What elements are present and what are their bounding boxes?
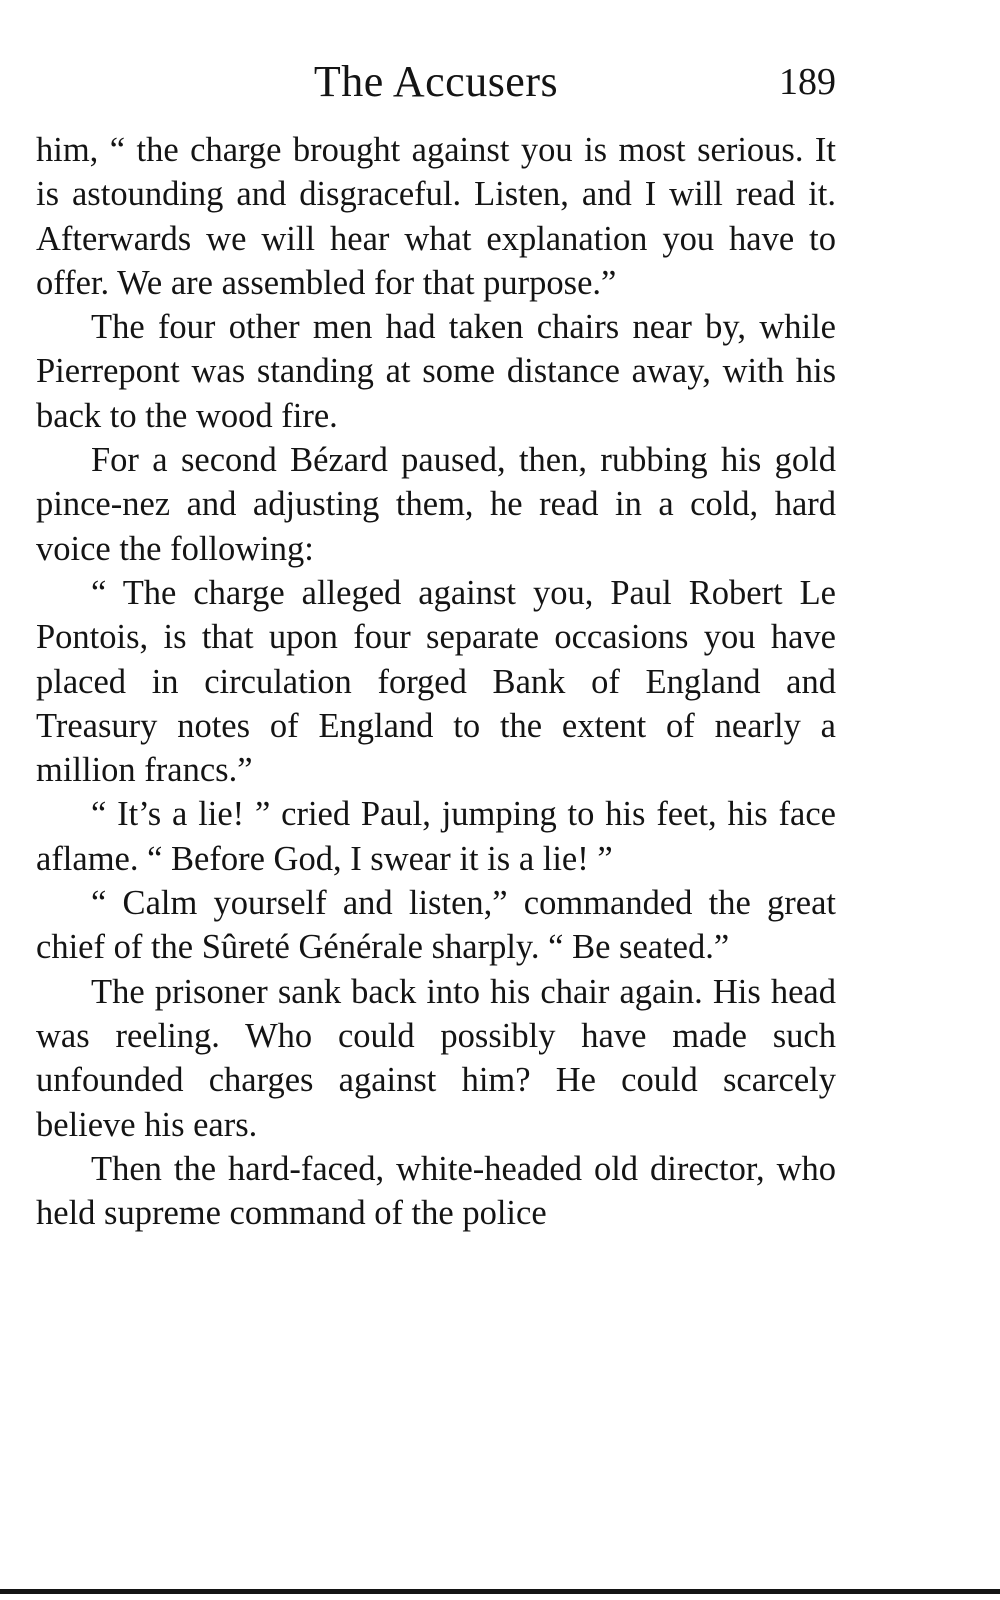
paragraph: “ It’s a lie! ” cried Paul, jumping to his feet, his face aflame. “ Before God, I swear it is a lie! ” — [36, 795, 836, 878]
paragraph: him, “ the charge brought against you is most serious. It is astounding and disgraceful. Listen, and I will read it. Afterwards we will hear what explanation you have to offer. We are assembled for that purpose.” — [36, 131, 836, 302]
running-title: The Accusers — [313, 57, 559, 106]
body-text — [36, 128, 836, 1235]
paragraph: Then the hard-faced, white-headed old director, who held supreme command of the police — [36, 1149, 836, 1233]
paragraph: “ Calm yourself and listen,” commanded the great chief of the Sûreté Générale sharply. “ Be seated.” — [36, 884, 836, 967]
paragraph: For a second Bézard paused, then, rubbing his gold pince-nez and adjusting them, he read in a cold, hard voice the following: — [36, 441, 836, 568]
paragraph: The four other men had taken chairs near by, while Pierrepont was standing at some distance away, with his back to the wood fire. — [36, 308, 836, 435]
paragraph: “ The charge alleged against you, Paul Robert Le Pontois, is that upon four separate occasions you have placed in circulation forged Bank of England and Treasury notes of England to the extent of nearly a million francs.” — [36, 573, 836, 790]
page-number: 189 — [779, 61, 836, 103]
scan-bottom-edge — [0, 1589, 1000, 1594]
page-header — [36, 52, 836, 112]
paragraph: The prisoner sank back into his chair again. His head was reeling. Who could possibly have made such unfounded charges against him? He could scarcely believe his ears. — [36, 972, 836, 1144]
